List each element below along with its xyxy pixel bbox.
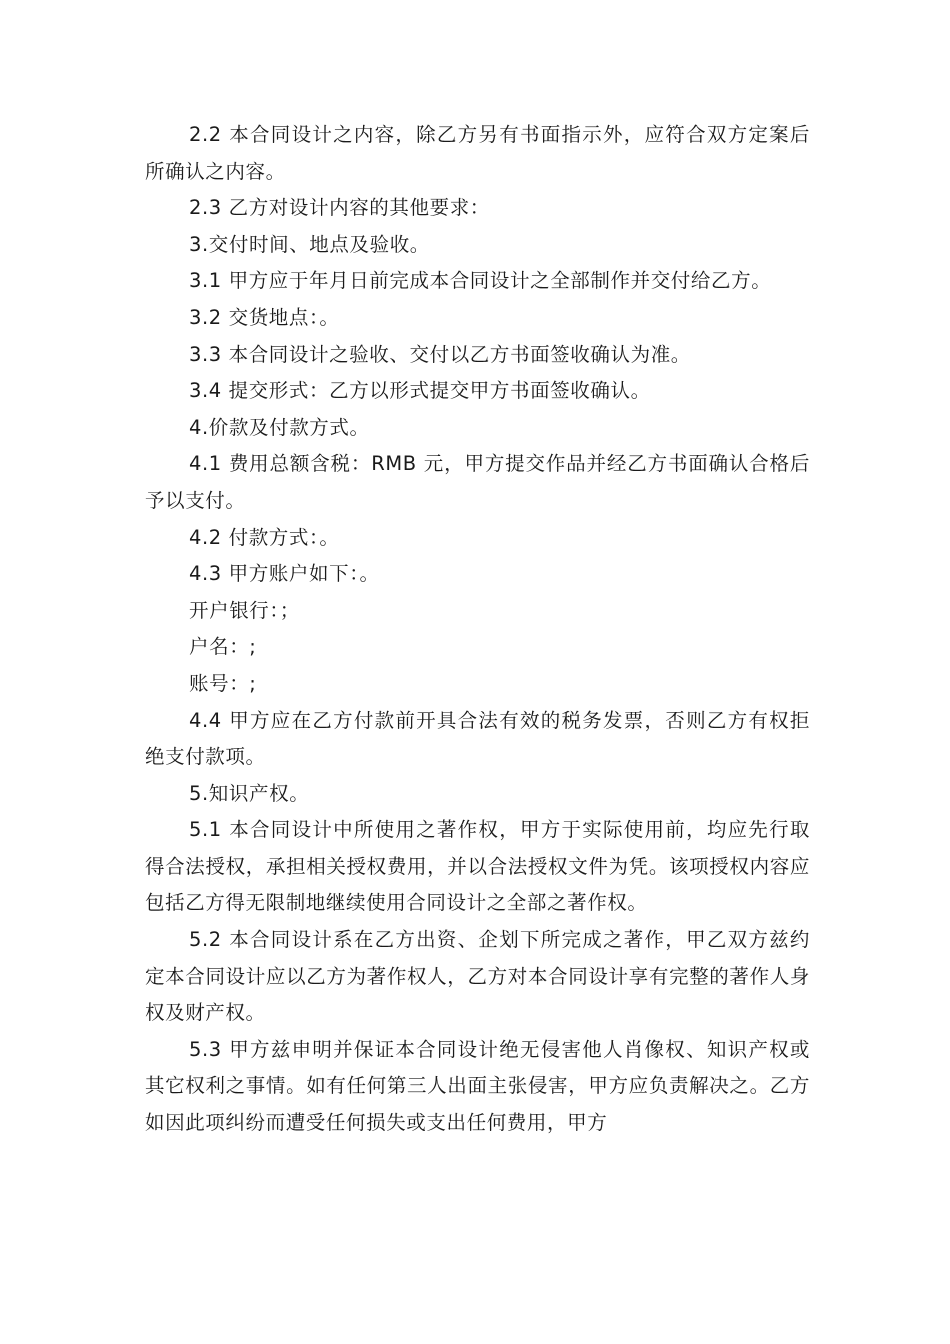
clause-3-3: 3.3 本合同设计之验收、交付以乙方书面签收确认为准。 <box>189 342 691 366</box>
clause-3-1: 3.1 甲方应于年月日前完成本合同设计之全部制作并交付给乙方。 <box>189 269 772 293</box>
section-5-heading: 5.知识产权。 <box>189 781 310 805</box>
clause-5-2: 5.2 本合同设计系在乙方出资、企划下所完成之著作，甲乙双方兹约定本合同设计应以乙方为著作权人，乙方对本合同设计享有完整的著作人身权及财产权。 <box>145 928 810 1025</box>
clause-4-1: 4.1 费用总额含税：RMB 元，甲方提交作品并经乙方书面确认合格后予以支付。 <box>145 452 810 512</box>
clause-2-3: 2.3 乙方对设计内容的其他要求： <box>189 196 490 220</box>
section-4-heading: 4.价款及付款方式。 <box>189 415 370 439</box>
section-3-heading: 3.交付时间、地点及验收。 <box>189 232 430 256</box>
account-name-line: 户名：; <box>189 635 257 659</box>
clause-4-3: 4.3 甲方账户如下：。 <box>189 562 380 586</box>
clause-4-4: 4.4 甲方应在乙方付款前开具合法有效的税务发票，否则乙方有权拒绝支付款项。 <box>145 708 810 769</box>
clause-5-3: 5.3 甲方兹申明并保证本合同设计绝无侵害他人肖像权、知识产权或其它权利之事情。如有任何第三人出面主张侵害，甲方应负责解决之。乙方如因此项纠纷而遭受任何损失或支出任何费用，甲方 <box>145 1037 810 1135</box>
clause-4-2: 4.2 付款方式：。 <box>189 525 340 549</box>
bank-name-line: 开户银行：； <box>189 598 300 622</box>
document-body <box>145 117 810 1142</box>
clause-3-4: 3.4 提交形式：乙方以形式提交甲方书面签收确认。 <box>189 379 651 403</box>
clause-5-1: 5.1 本合同设计中所使用之著作权，甲方于实际使用前，均应先行取得合法授权，承担相关授权费用，并以合法授权文件为凭。该项授权内容应包括乙方得无限制地继续使用合同设计之全部之著作权。 <box>145 818 810 915</box>
clause-2-2: 2.2 本合同设计之内容，除乙方另有书面指示外，应符合双方定案后所确认之内容。 <box>145 123 810 183</box>
account-number-line: 账号：; <box>189 671 257 695</box>
clause-3-2: 3.2 交货地点：。 <box>189 305 340 329</box>
